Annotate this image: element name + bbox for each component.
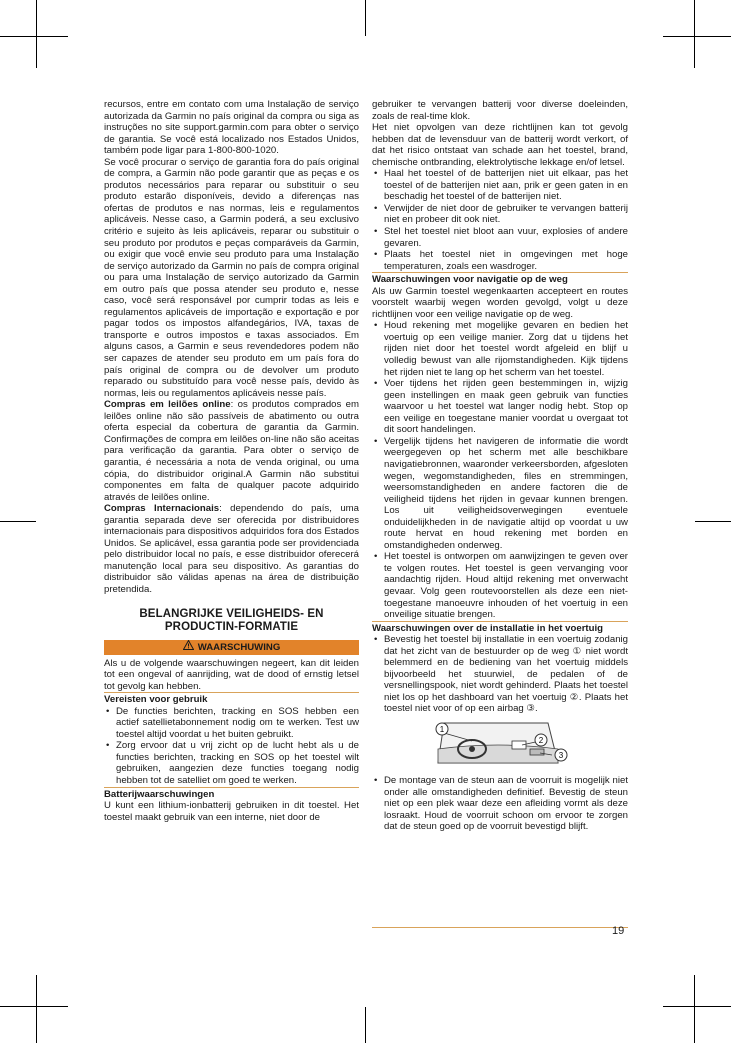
mounting-diagram (372, 719, 628, 769)
subheading: Vereisten voor gebruik (104, 692, 359, 706)
list-item-text: Bevestig het toestel bij installatie in een voertuig zodanig dat het zicht van de bestuurder op de weg ① niet wordt belemmerd en de bediening van het voertuig middels bijvoorbeeld het stuurwiel, de pedalen of de versnellingspook, niet wordt gehinderd. Plaats het toestel niet los op het dashboard van het voertuig ②. Plaats het toestel niet voor of op een airbag ③. (384, 634, 628, 715)
paragraph: recursos, entre em contato com uma Instalação de serviço autorizada da Garmin no país original da compra ou siga as instruções no site support.garmin.com para obter o serviço de garantia. Se você está localizado nos Estados Unidos, também pode ligar para 1-800-800-1020. (104, 99, 359, 157)
list-item-text: Stel het toestel niet bloot aan vuur, explosies of andere gevaren. (384, 226, 628, 249)
page-number: 19 (612, 925, 625, 937)
paragraph: U kunt een lithium-ionbatterij gebruiken in dit toestel. Het toestel maakt gebruik van een interne, niet door de (104, 800, 359, 823)
list-item (372, 226, 628, 249)
bullet-icon: • (374, 320, 378, 332)
crop-mark (0, 521, 36, 522)
crop-mark (365, 0, 366, 36)
callout-1: 1 (439, 724, 445, 734)
list-item-text: Plaats het toestel niet in omgevingen met hoge temperaturen, zoals een wasdroger. (384, 249, 628, 272)
section-heading: BELANGRIJKE VEILIGHEIDS- EN PRODUCTIN-FORMATIE (139, 607, 324, 633)
list-item-text: Verwijder de niet door de gebruiker te vervangen batterij niet en probeer dit ook niet. (384, 202, 628, 226)
paragraph-text: : dependendo do país, uma garantia separada deve ser oferecida por distribuidores internacionais para dispositivos adquiridos fora dos Estados Unidos. Se aplicável, essa garantia pode ser providenciada pelo distribuidor local no país, e esse distribuidor oferecerá manutenção local para seu dispositivo. As garantias do distribuidor são válidas apenas na área de distribuição pretendida. (104, 503, 359, 595)
crop-mark (0, 1006, 68, 1007)
bullet-icon: • (374, 249, 378, 261)
paragraph (104, 399, 359, 503)
list-item (104, 706, 359, 741)
warning-triangle-icon (183, 640, 194, 655)
list-item (372, 203, 628, 226)
inline-label: Compras Internacionais (104, 503, 220, 515)
list-item-text: Voer tijdens het rijden geen bestemmingen in, wijzig geen instellingen en maak geen gebruik van functies waarvoor u het toestel wat langer nodig hebt. Stop op een veilige en toegestane manier voordat u overgaat tot dit soort handelingen. (384, 378, 628, 436)
crop-mark (663, 36, 731, 37)
paragraph-text: : os produtos comprados em leilões online não são passíveis de abatimento ou outra oferta especial da cobertura de garantia da Garmin. Confirmações de compra em leilões on-line não são aceitas para verificação da garantia. Para obter o serviço de garantia, é necessária a nota de venda original, ou uma cópia, do distribuidor original.A Garmin não substitui componentes em falta de qualquer pacote adquirido através de leilões online. (104, 399, 359, 503)
bullet-icon: • (374, 226, 378, 238)
subheading: Waarschuwingen voor navigatie op de weg (372, 272, 628, 286)
bullet-icon: • (374, 634, 378, 646)
paragraph: Als uw Garmin toestel wegenkaarten accepteert en routes voorstelt waarbij wegen worden gevolgd, volgt u deze richtlijnen voor een veilige navigatie op de weg. (372, 285, 628, 320)
list-item (372, 320, 628, 378)
list-item (372, 436, 628, 551)
bullet-icon: • (374, 435, 378, 447)
crop-mark (694, 975, 695, 1043)
paragraph: Se você procurar o serviço de garantia fora do país original de compra, a Garmin não pode garantir que as peças e os produtos necessários para reparar ou substituir o seu produto estarão disponíveis, devido a diferenças nas ofertas de produtos e nas normas, leis e regulamentos aplicáveis. Nesse caso, a Garmin poderá, a seu exclusivo critério e sujeito às leis aplicáveis, reparar ou substituir o seu produto por produtos e peças comparáveis da Garmin, ou exigir que você envie seu produto para uma Instalação de serviço autorizado da Garmin no país de compra original ou para uma Instalação de serviço autorizado da Garmin em outro país que possa atender seu produto e, nesse caso, você será responsável por cumprir todas as leis e regulamentos aplicáveis de importação e exportação e por pagar todos os impostos alfandegários, IVA, taxas de transporte e outros impostos e taxas associados. Em alguns casos, a Garmin e seus revendedores podem não ser capazes de atender seu produto em um país fora do país original de compra ou de devolver um produto reparado ou substituído para você nesse país, devido às normas, leis ou regulamentos aplicáveis nesse país. (104, 156, 359, 399)
paragraph: gebruiker te vervangen batterij voor diverse doeleinden, zoals de real-time klok. (372, 99, 628, 122)
subheading: Waarschuwingen over de installatie in het voertuig (372, 621, 628, 635)
paragraph: Het niet opvolgen van deze richtlijnen kan tot gevolg hebben dat de levensduur van de batterij wordt verkort, of dat het risico ontstaat van schade aan het toestel, brand, chemische ontbranding, elektrolytische lekkage en/of letsel. (372, 122, 628, 168)
right-column (372, 99, 628, 833)
warning-banner (104, 640, 359, 655)
crop-mark (365, 1007, 366, 1043)
crop-mark (695, 521, 731, 522)
bullet-icon: • (374, 378, 378, 390)
list-item-text: Haal het toestel of de batterijen niet uit elkaar, pas het toestel of de batterijen niet aan, prik er geen gaten in en beschadig het toestel of de batterijen niet. (384, 168, 628, 203)
list-item (372, 378, 628, 436)
list-item-text: De functies berichten, tracking en SOS hebben een actief satellietabonnement nodig om te werken. Test uw toestel altijd voordat u het buiten gebruikt. (116, 705, 359, 740)
list-item-text: De montage van de steun aan de voorruit is mogelijk niet onder alle omstandigheden definitief. Bevestig de steun niet op een plek waar deze een afleiding vormt als deze losraakt. Houd de voorruit schoon om ervoor te zorgen dat de steun goed op de voorruit bevestigd blijft. (384, 774, 628, 833)
list-item (372, 775, 628, 833)
crop-mark (0, 36, 68, 37)
list-item-text: Het toestel is ontworpen om aanwijzingen te geven over te volgen routes. Het toestel is geen vervanging voor aandachtig rijden. Houd altijd rekening met onverwacht gevaar. Volg geen routevoorstellen als deze een niet-toegestane manoeuvre inhouden of het voertuig in een onveilige situatie brengen. (384, 551, 628, 621)
bullet-icon: • (374, 551, 378, 563)
warning-text: Als u de volgende waarschuwingen negeert, kan dit leiden tot een ongeval of aanrijding, wat de dood of ernstig letsel tot gevolg kan hebben. (104, 657, 359, 692)
list-item (372, 634, 628, 715)
bullet-icon: • (374, 774, 378, 786)
left-column (104, 99, 359, 823)
list-item (372, 551, 628, 620)
callout-3: 3 (558, 750, 564, 760)
list-item-text: Houd rekening met mogelijke gevaren en bedien het voertuig op een veilige manier. Zorg dat u tijdens het rijden niet door het toestel wordt afgeleid en blijf u volledig bewust van alle rijomstandigheden. Kijk tijdens het rijden niet te lang op het scherm van het toestel. (384, 320, 628, 378)
bullet-icon: • (106, 740, 110, 752)
list-item-text: Vergelijk tijdens het navigeren de informatie die wordt weergegeven op het scherm met alle beschikbare navigatiebronnen, waaronder verkeersborden, afgesloten wegen, wegomstandigheden, files en stremmingen, weersomstandigheden en andere factoren die de veiligheid tijdens het rijden in gevaar kunnen brengen. Los uit veiligheidsoverwegingen eventuele onduidelijkheden in de navigatie altijd op voordat u uw route hervat en houd rekening met borden en omstandigheden onderweg. (384, 435, 628, 551)
list-item (104, 740, 359, 786)
crop-mark (663, 1006, 731, 1007)
list-item-text: Zorg ervoor dat u vrij zicht op de lucht hebt als u de functies berichten, tracking en SOS op het toestel wilt gebruiken, aangezien deze functies toegang nodig hebben tot de satelliet om goed te werken. (116, 740, 359, 786)
list-item (372, 249, 628, 272)
list-item (372, 168, 628, 203)
bullet-icon: • (106, 705, 110, 717)
warning-label: WAARSCHUWING (197, 641, 281, 653)
paragraph (104, 503, 359, 595)
crop-mark (694, 0, 695, 68)
dashboard-illustration (372, 719, 628, 769)
inline-label: Compras em leilões online (104, 399, 231, 411)
bullet-icon: • (374, 168, 378, 180)
footer-rule (372, 927, 628, 928)
bullet-icon: • (374, 202, 378, 214)
callout-2: 2 (538, 735, 544, 745)
crop-mark (36, 0, 37, 68)
subheading: Batterijwaarschuwingen (104, 787, 359, 801)
crop-mark (36, 975, 37, 1043)
